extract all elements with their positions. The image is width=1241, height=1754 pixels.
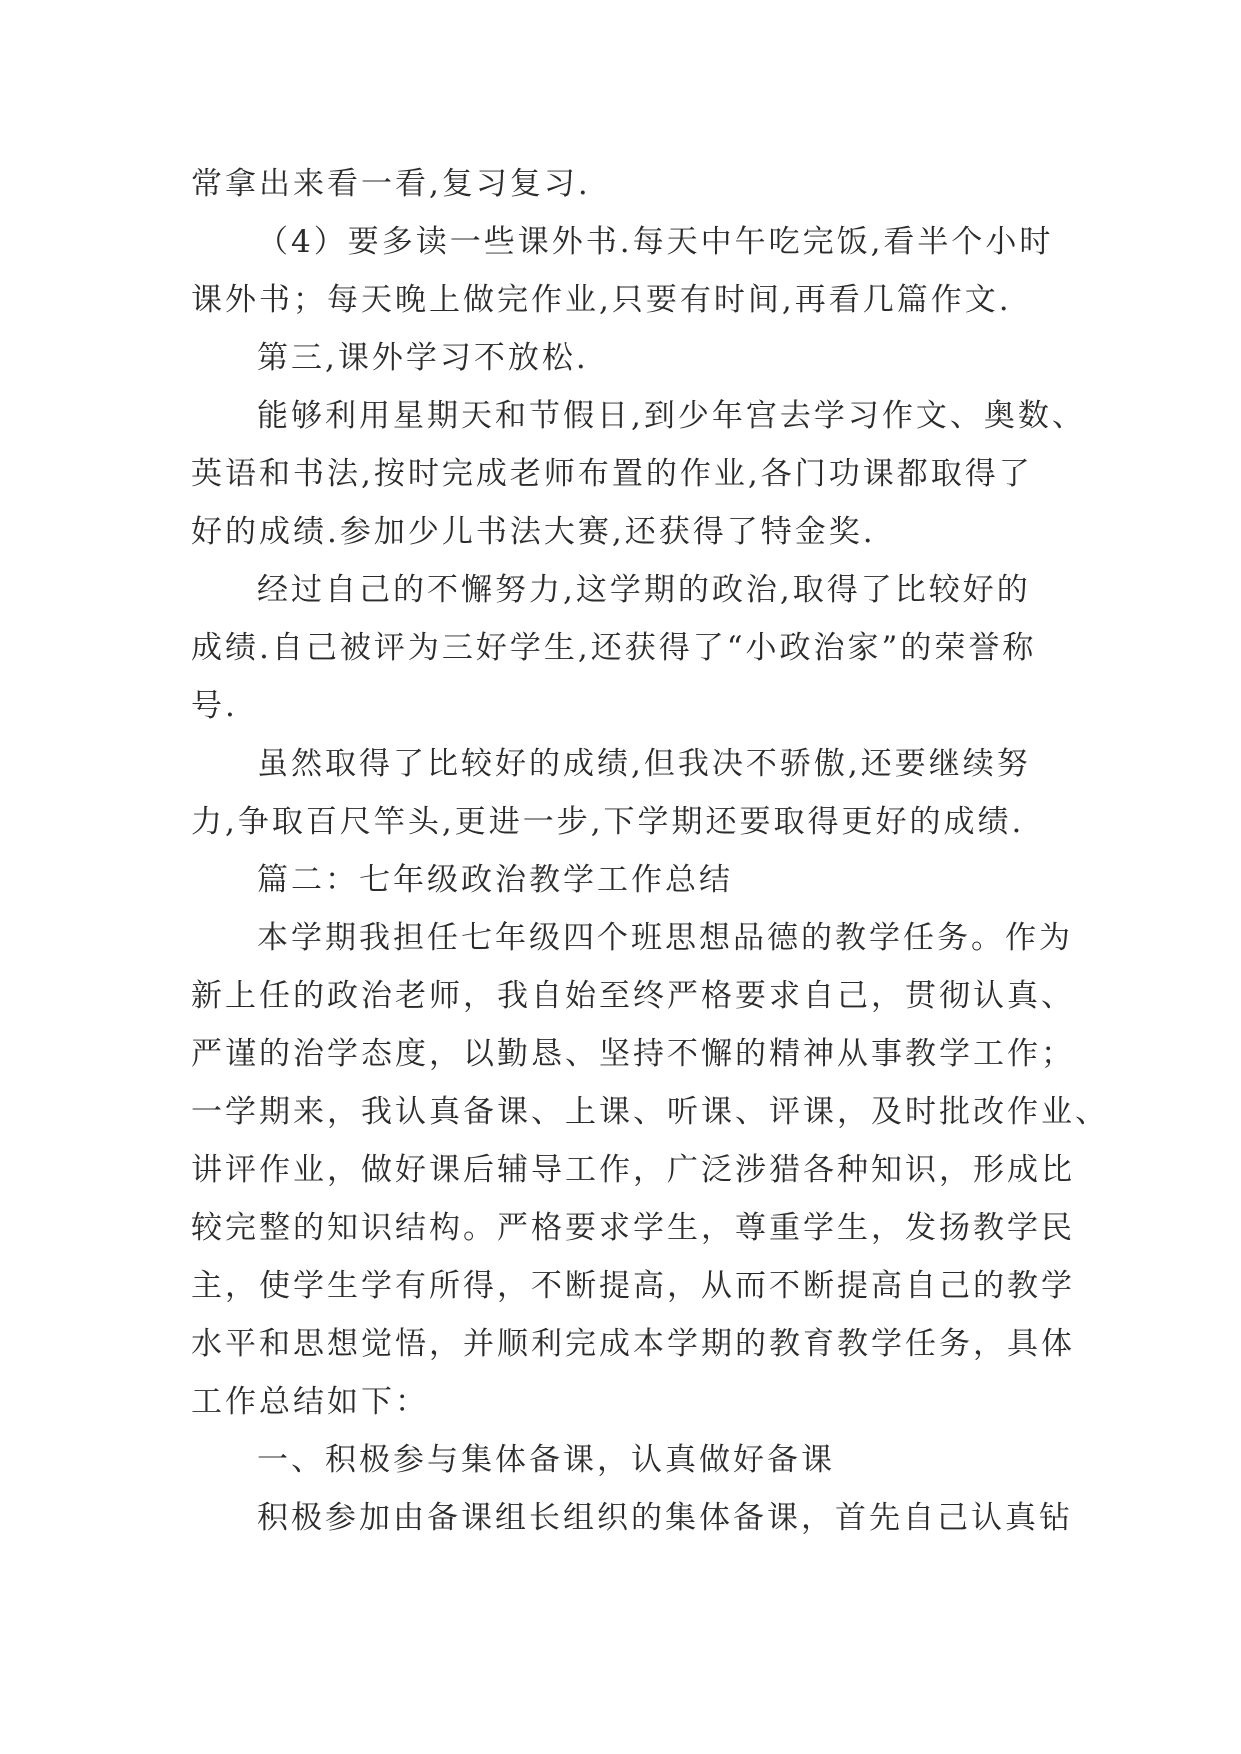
text-line: 严谨的治学态度，以勤恳、坚持不懈的精神从事教学工作； — [191, 1036, 1075, 1072]
text-line: 力,争取百尺竿头,更进一步,下学期还要取得更好的成绩. — [191, 804, 1025, 840]
subsection-heading: 一、积极参与集体备课，认真做好备课 — [257, 1442, 835, 1478]
text-line: 好的成绩.参加少儿书法大赛,还获得了特金奖. — [191, 514, 876, 550]
text-line: 新上任的政治老师，我自始至终严格要求自己，贯彻认真、 — [191, 978, 1075, 1014]
text-line: 讲评作业，做好课后辅导工作，广泛涉猎各种知识，形成比 — [191, 1152, 1075, 1188]
text-line: 第三,课外学习不放松. — [257, 340, 589, 376]
text-line: 成绩.自己被评为三好学生,还获得了“小政治家”的荣誉称 — [191, 630, 1037, 666]
text-line: 虽然取得了比较好的成绩,但我决不骄傲,还要继续努 — [257, 746, 1031, 782]
text-line: 一学期来，我认真备课、上课、听课、评课，及时批改作业、 — [191, 1094, 1109, 1130]
text-line: 水平和思想觉悟，并顺利完成本学期的教育教学任务，具体 — [191, 1326, 1075, 1362]
text-line: 课外书；每天晚上做完作业,只要有时间,再看几篇作文. — [191, 282, 1012, 318]
text-line: 常拿出来看一看,复习复习. — [191, 166, 591, 202]
body-text — [191, 155, 1109, 1547]
text-line: 工作总结如下： — [191, 1384, 429, 1420]
text-line: 积极参加由备课组长组织的集体备课，首先自己认真钻 — [257, 1500, 1073, 1536]
text-line: 号. — [191, 688, 238, 724]
text-line: 英语和书法,按时完成老师布置的作业,各门功课都取得了 — [191, 456, 1033, 492]
text-line: 经过自己的不懈努力,这学期的政治,取得了比较好的 — [257, 572, 1031, 608]
text-line: 能够利用星期天和节假日,到少年宫去学习作文、奥数、 — [257, 398, 1086, 434]
text-line: 主，使学生学有所得，不断提高，从而不断提高自己的教学 — [191, 1268, 1075, 1304]
section-heading: 篇二：七年级政治教学工作总结 — [257, 862, 733, 898]
text-line: 较完整的知识结构。严格要求学生，尊重学生，发扬教学民 — [191, 1210, 1075, 1246]
text-line: 本学期我担任七年级四个班思想品德的教学任务。作为 — [257, 920, 1073, 956]
text-line: （4）要多读一些课外书.每天中午吃完饭,看半个小时 — [257, 224, 1054, 260]
